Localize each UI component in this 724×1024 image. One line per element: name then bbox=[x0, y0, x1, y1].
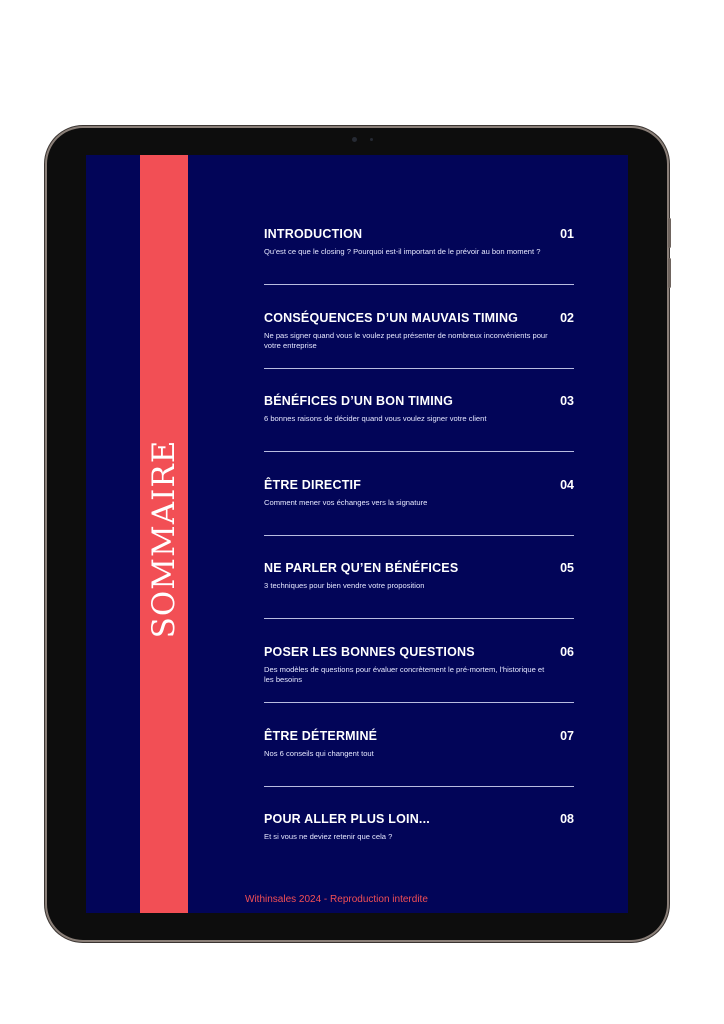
divider bbox=[264, 535, 574, 536]
divider bbox=[264, 368, 574, 369]
toc-entry-description: 3 techniques pour bien vendre votre proposition bbox=[264, 581, 425, 591]
divider bbox=[264, 618, 574, 619]
toc-entry-description: Et si vous ne deviez retenir que cela ? bbox=[264, 832, 393, 842]
front-camera-icon bbox=[352, 137, 357, 142]
tablet-frame bbox=[47, 128, 667, 940]
toc-entry-number: 05 bbox=[560, 561, 574, 576]
divider bbox=[264, 284, 574, 285]
toc-entry-number: 02 bbox=[560, 310, 574, 325]
accent-stripe bbox=[140, 155, 188, 913]
toc-entry-number: 01 bbox=[560, 227, 574, 241]
toc-entry-title: NE PARLER QU’EN BÉNÉFICES bbox=[264, 561, 459, 576]
toc-entry-title: INTRODUCTION bbox=[264, 227, 363, 241]
table-of-contents bbox=[264, 227, 574, 896]
toc-entry[interactable] bbox=[264, 729, 574, 813]
volume-button bbox=[668, 258, 671, 288]
toc-entry-description: Qu’est ce que le closing ? Pourquoi est-il important de le prévoir au bon moment ? bbox=[264, 247, 541, 256]
toc-entry-number: 06 bbox=[560, 644, 574, 659]
toc-entry[interactable] bbox=[264, 394, 574, 478]
toc-entry-title: ÊTRE DIRECTIF bbox=[264, 477, 362, 492]
toc-entry-title: POSER LES BONNES QUESTIONS bbox=[264, 644, 475, 659]
toc-entry-title: ÊTRE DÉTERMINÉ bbox=[264, 728, 378, 743]
toc-entry[interactable] bbox=[264, 478, 574, 562]
toc-entry-description: Comment mener vos échanges vers la signature bbox=[264, 497, 428, 507]
toc-entry-description: Des modèles de questions pour évaluer concrètement le pré-mortem, l’historique et les besoins bbox=[264, 664, 545, 684]
divider bbox=[264, 702, 574, 703]
toc-entry-title: BÉNÉFICES D’UN BON TIMING bbox=[264, 394, 454, 409]
toc-entry[interactable] bbox=[264, 812, 574, 896]
footer-copyright: Withinsales 2024 - Reproduction interdite bbox=[245, 894, 428, 905]
toc-entry-description: Nos 6 conseils qui changent tout bbox=[264, 748, 374, 758]
document-page bbox=[86, 155, 628, 913]
toc-entry-number: 03 bbox=[560, 394, 574, 409]
divider bbox=[264, 786, 574, 787]
toc-entry[interactable] bbox=[264, 311, 574, 395]
toc-entry-description: 6 bonnes raisons de décider quand vous voulez signer votre client bbox=[264, 414, 487, 424]
toc-entry-number: 08 bbox=[560, 812, 574, 827]
toc-entry-number: 07 bbox=[560, 728, 574, 743]
divider bbox=[264, 451, 574, 452]
sensor-icon bbox=[370, 138, 373, 141]
toc-entry[interactable] bbox=[264, 561, 574, 645]
toc-entry-number: 04 bbox=[560, 477, 574, 492]
toc-entry[interactable] bbox=[264, 645, 574, 729]
toc-entry-title: CONSÉQUENCES D’UN MAUVAIS TIMING bbox=[264, 310, 519, 325]
toc-entry[interactable] bbox=[264, 227, 574, 311]
page-title: SOMMAIRE bbox=[146, 439, 182, 639]
volume-button bbox=[668, 218, 671, 248]
toc-entry-description: Ne pas signer quand vous le voulez peut présenter de nombreux inconvénients pour votre entreprise bbox=[264, 330, 548, 350]
toc-entry-title: POUR ALLER PLUS LOIN... bbox=[264, 812, 430, 827]
